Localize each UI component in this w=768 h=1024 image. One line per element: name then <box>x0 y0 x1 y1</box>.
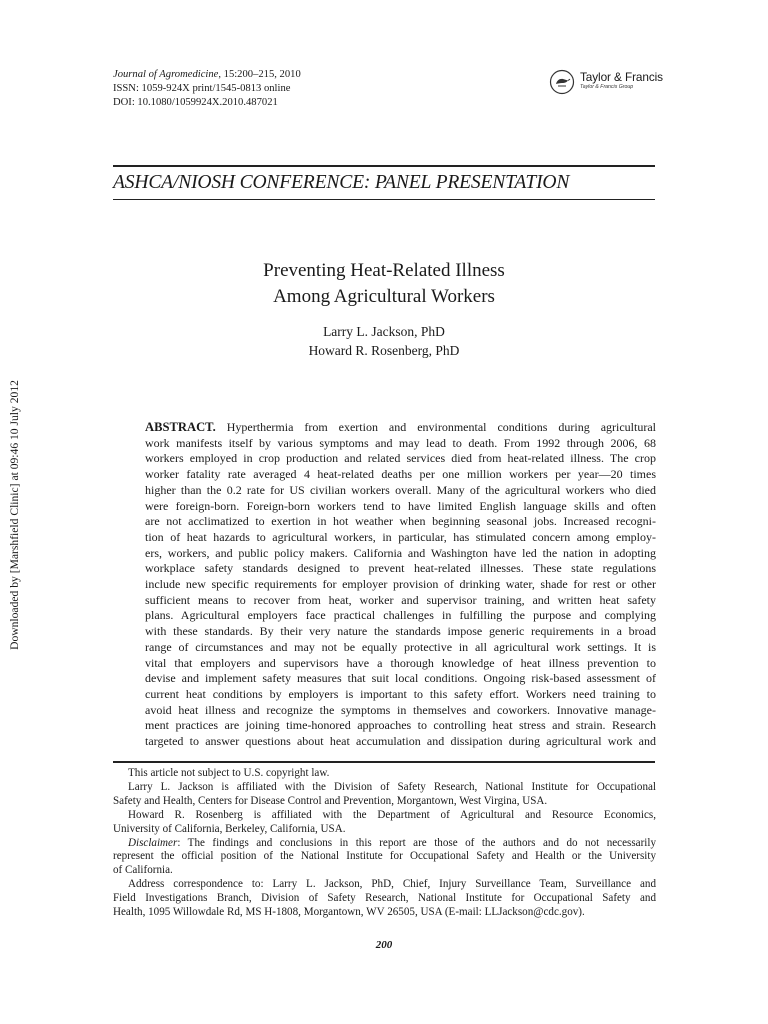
footnote-disclaimer: of California. <box>113 864 173 877</box>
footnote-disclaimer: represent the official position of the National Institute for Occupational Safety and Health or the University <box>113 850 656 863</box>
download-stamp <box>5 362 25 668</box>
disclaimer-text: : The findings and conclusions in this report are those of the authors and do not necessarily <box>177 836 656 849</box>
publisher-name: Taylor & Francis <box>580 70 663 84</box>
author-name: Howard R. Rosenberg, PhD <box>308 343 460 358</box>
abstract-line: targeted to answer questions about heat accumulation and dissipation during agricultural work and <box>145 734 656 749</box>
section-rule-bottom <box>113 199 655 200</box>
footnote-affiliation-rosenberg: Howard R. Rosenberg is affiliated with the Department of Agricultural and Resource Economics, <box>128 808 656 821</box>
footnote-rule <box>113 761 655 763</box>
abstract-line: worker fatality rate averaged 4 heat-related deaths per one million workers per year—20 times <box>145 467 656 482</box>
journal-volume-pages: , 15:200–215, 2010 <box>218 69 301 80</box>
abstract-line: devise and implement safety measures that suit local conditions. Ongoing risk-based assessment of <box>145 671 656 686</box>
footnote-address: Health, 1095 Willowdale Rd, MS H-1808, Morgantown, WV 26505, USA (E-mail: LLJackson@cdc.gov). <box>113 906 585 919</box>
abstract-line: tion of heat hazards to agricultural workers, in particular, has stimulated concern among employ- <box>145 529 656 544</box>
abstract-line: higher than the 0.2 rate for US civilian workers overall. Many of the agricultural workers who died <box>145 482 656 497</box>
publisher-group: Taylor & Francis Group <box>580 84 634 90</box>
journal-name: Journal of Agromedicine <box>113 69 219 80</box>
section-rule-top <box>113 165 655 167</box>
abstract-first-text: Hyperthermia from exertion and environmental conditions during agricultural <box>226 420 657 434</box>
article-title <box>113 258 655 310</box>
abstract-first-line <box>145 420 656 436</box>
publisher-lamp-icon <box>549 69 575 95</box>
article-title-line: Among Agricultural Workers <box>273 286 495 307</box>
title-block <box>113 258 655 360</box>
disclaimer-label: Disclaimer <box>128 836 178 849</box>
footnote-address: Field Investigations Branch, Division of Safety Research, National Institute for Occupational Safety and <box>113 892 656 905</box>
author-list <box>113 322 655 360</box>
abstract-line: are not acclimatized to exertion in hot weather when beginning seasonal jobs. Increased recogni- <box>145 514 656 529</box>
footnote-affiliation-jackson: Safety and Health, Centers for Disease Control and Prevention, Morgantown, West Virgina, USA. <box>113 794 548 807</box>
journal-citation <box>113 68 301 109</box>
footnote-affiliation-rosenberg: University of California, Berkeley, California, USA. <box>113 822 346 835</box>
footnote-copyright: This article not subject to U.S. copyright law. <box>128 767 330 779</box>
abstract-line: range of circumstances and may not be equally protective in all agricultural work settings. It is <box>145 639 656 654</box>
journal-issn: ISSN: 1059-924X print/1545-0813 online <box>113 82 291 94</box>
journal-name-line <box>113 68 301 82</box>
abstract-line: sufficient means to recover from heat, worker and supervisor training, and written heat safety <box>145 592 656 607</box>
article-title-line: Preventing Heat-Related Illness <box>263 260 505 281</box>
abstract-line: work manifests itself by various symptoms and may lead to death. From 1992 through 2006, 68 <box>145 435 656 450</box>
footnote-disclaimer <box>113 837 656 851</box>
abstract-line: avoid heat illness and recognize the symptoms in themselves and coworkers. Innovative manage- <box>145 702 656 717</box>
section-heading: ASHCA/NIOSH CONFERENCE: PANEL PRESENTATION <box>113 172 570 193</box>
abstract-label: ABSTRACT. <box>145 420 216 434</box>
journal-doi: DOI: 10.1080/1059924X.2010.487021 <box>113 96 278 108</box>
abstract-line: were foreign-born. Foreign-born workers tend to have limited English language skills and often <box>145 498 656 513</box>
footnote-affiliation-jackson: Larry L. Jackson is affiliated with the Division of Safety Research, National Institute for Occupational <box>128 780 656 793</box>
abstract-line: ers, workers, and public policy makers. California and Washington have led the nation in adopting <box>145 545 656 560</box>
download-stamp-text: Downloaded by [Marshfield Clinic] at 09:46 10 July 2012 <box>8 380 21 650</box>
abstract-line: workers employed in crop production and related services died from heat-related illness. The crop <box>145 451 656 466</box>
abstract-line: vital that employers and supervisors have a thorough knowledge of heat illness prevention to <box>145 655 656 670</box>
footnote-address: Address correspondence to: Larry L. Jackson, PhD, Chief, Injury Surveillance Team, Surveillance and <box>128 878 656 891</box>
abstract-line: workplace safety standards designed to prevent heat-related illnesses. These state regulations <box>145 561 656 576</box>
abstract-line: include new specific requirements for employer provision of drinking water, shade for rest or other <box>145 577 656 592</box>
abstract-line: current heat conditions by employers is important to this safety effort. Workers need training to <box>145 686 656 701</box>
abstract <box>145 420 656 750</box>
abstract-line: ment practices are joining time-honored approaches to controlling heat stress and strain. Research <box>145 718 656 733</box>
page-number: 200 <box>375 939 393 951</box>
abstract-line: plans. Agricultural employers face practical challenges in fulfilling the purpose and complying <box>145 608 656 623</box>
footnotes <box>113 767 656 920</box>
abstract-line: with these standards. By their very nature the standards impose generic requirements in a broad <box>145 624 656 639</box>
author-name: Larry L. Jackson, PhD <box>323 324 445 339</box>
publisher-logo <box>549 67 663 97</box>
